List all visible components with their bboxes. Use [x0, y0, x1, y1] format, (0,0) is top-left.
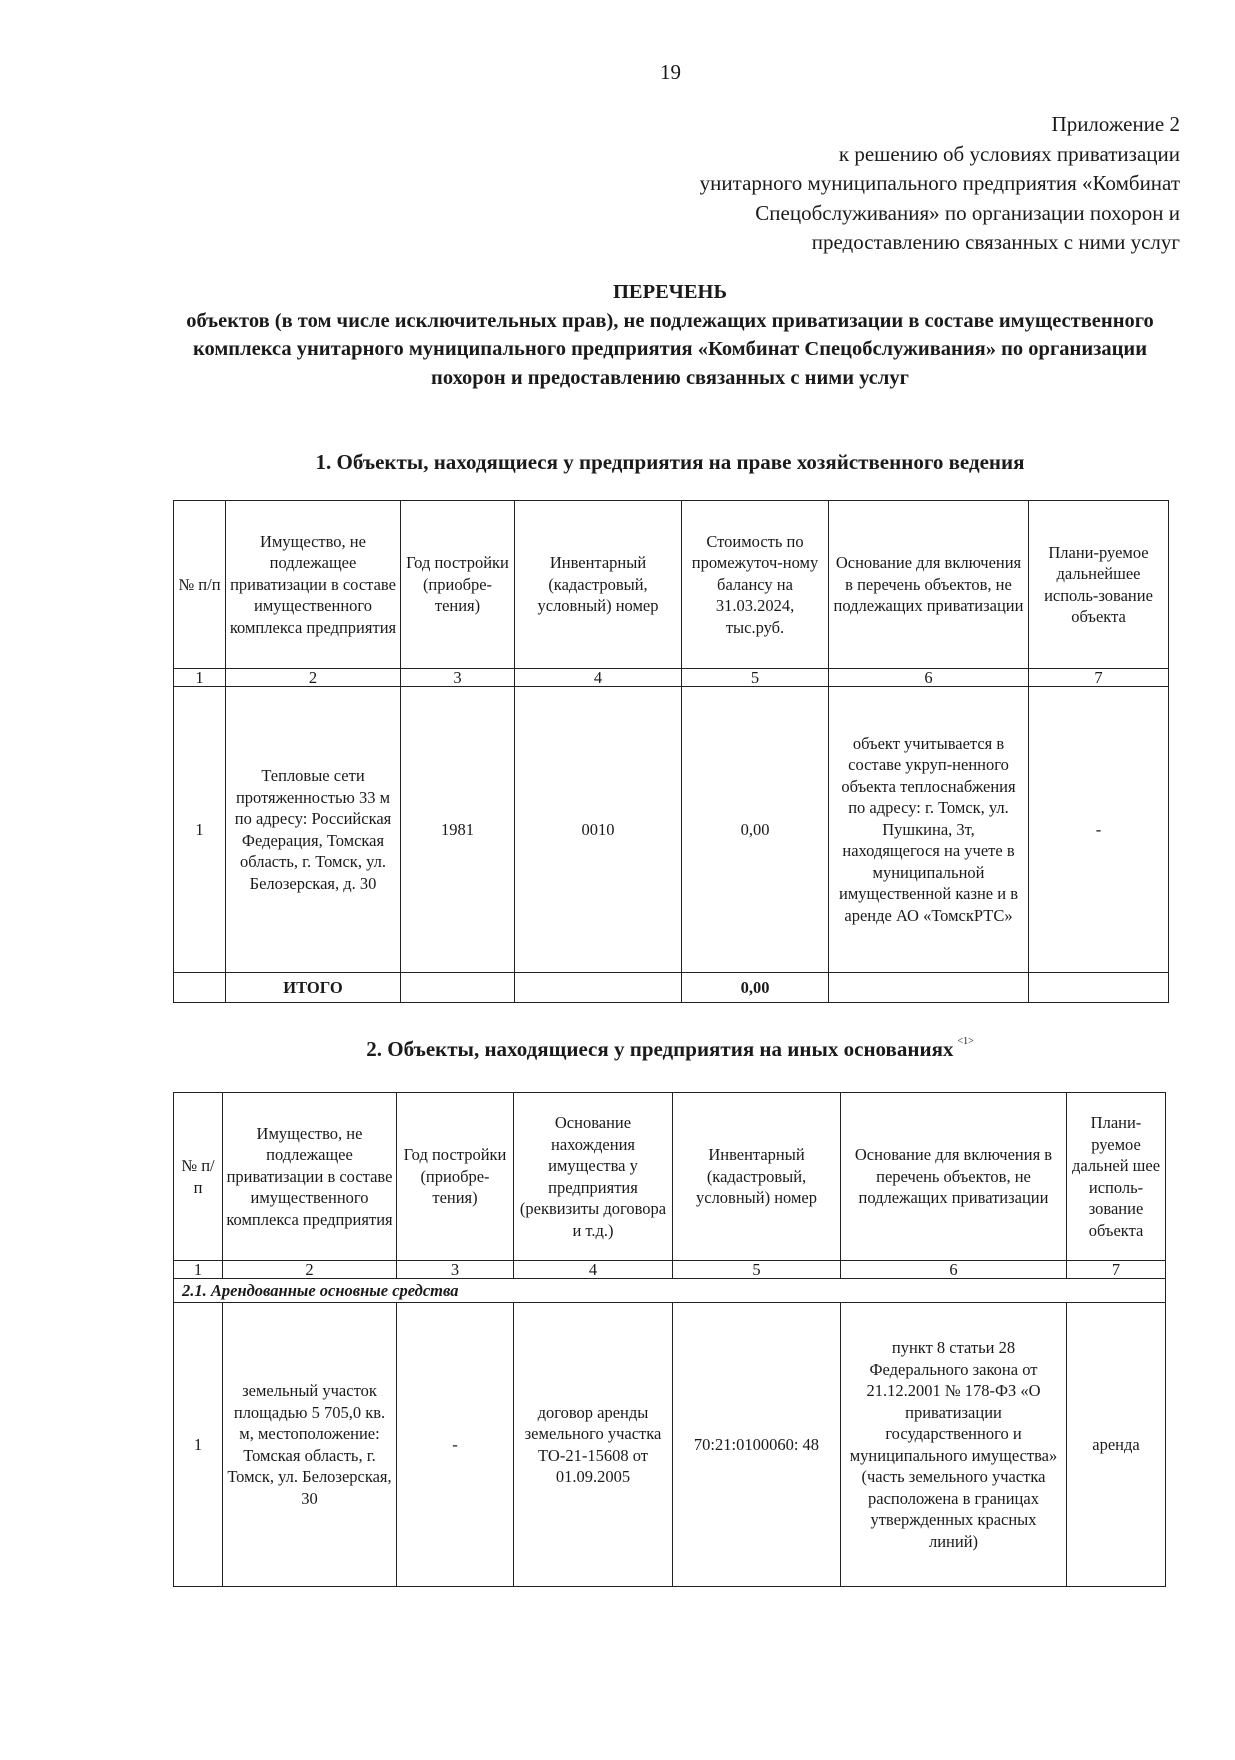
table-header-row — [174, 501, 1169, 669]
cell-empty — [401, 973, 515, 1003]
section1-heading — [160, 450, 1180, 475]
col-header: Плани-руемое дальнейшее исполь-зование объекта — [1029, 501, 1169, 669]
appendix-line: Приложение 2 — [1051, 112, 1180, 136]
col-number: 3 — [397, 1261, 514, 1279]
cell-empty — [829, 973, 1029, 1003]
appendix-line: к решению об условиях приватизации — [838, 141, 1180, 166]
column-number-row — [174, 669, 1169, 687]
col-header: Основание для включения в перечень объектов, не подлежащих приватизации — [841, 1093, 1067, 1261]
cell-empty — [515, 973, 682, 1003]
col-number: 1 — [174, 669, 226, 687]
col-number: 5 — [673, 1261, 841, 1279]
col-header: Имущество, не подлежащее приватизации в составе имущественного комплекса предприятия — [223, 1093, 397, 1261]
col-header: Инвентарный (кадастровый, условный) номер — [673, 1093, 841, 1261]
cell-inventory-number: 70:21:0100060: 48 — [673, 1303, 841, 1587]
col-header: № п/п — [174, 1093, 223, 1261]
cell-year: 1981 — [401, 687, 515, 973]
appendix-line: унитарного муниципального предприятия «Комбинат — [699, 171, 1180, 195]
cell-holding-basis: договор аренды земельного участка ТО-21-15608 от 01.09.2005 — [514, 1303, 673, 1587]
cell-property: земельный участок площадью 5 705,0 кв. м, местоположение: Томская область, г. Томск, ул. Белозерская, 30 — [223, 1303, 397, 1587]
col-number: 2 — [226, 669, 401, 687]
column-number-row — [174, 1261, 1166, 1279]
section2-heading-text: 2. Объекты, находящиеся у предприятия на иных основаниях — [366, 1037, 954, 1061]
cell-property: Тепловые сети протяженностью 33 м по адресу: Российская Федерация, Томская область, г. Томск, ул. Белозерская, д. 30 — [226, 687, 401, 973]
table-section1 — [173, 500, 1169, 1003]
cell-empty — [1029, 973, 1169, 1003]
appendix-line: Спецобслуживания» по организации похорон и — [755, 200, 1180, 225]
cell-cost: 0,00 — [682, 687, 829, 973]
title-main: ПЕРЕЧЕНЬ — [612, 281, 728, 303]
cell-num: 1 — [174, 1303, 223, 1587]
cell-basis: объект учитывается в составе укруп-ненного объекта теплоснабжения по адресу: г. Томск, ул. Пушкина, 3т, находящегося на учете в муниципальной имущественной казне и в аренде АО «ТомскРТС» — [829, 687, 1029, 973]
col-header: Основание для включения в перечень объектов, не подлежащих приватизации — [829, 501, 1029, 669]
table-section2 — [173, 1092, 1166, 1587]
subsection-title: 2.1. Арендованные основные средства — [174, 1279, 1166, 1303]
title-subtitle: объектов (в том числе исключительных прав), не подлежащих приватизации в составе имущественного комплекса унитарного муниципального предприятия «Комбинат Спецобслуживания» по организации похорон и предоставлению связанных с ними услуг — [186, 309, 1154, 389]
col-header: № п/п — [174, 501, 226, 669]
col-number: 6 — [829, 669, 1029, 687]
document-title — [160, 278, 1180, 392]
cell-inventory-number: 0010 — [515, 687, 682, 973]
footnote-mark: <1> — [957, 1036, 974, 1047]
col-number: 7 — [1029, 669, 1169, 687]
col-header: Год постройки (приобре-тения) — [397, 1093, 514, 1261]
cell-planned-use: аренда — [1067, 1303, 1166, 1587]
cell-planned-use: - — [1029, 687, 1169, 973]
col-number: 7 — [1067, 1261, 1166, 1279]
table-row — [174, 1303, 1166, 1587]
appendix-note — [480, 110, 1180, 258]
table-header-row — [174, 1093, 1166, 1261]
col-number: 4 — [515, 669, 682, 687]
subsection-row — [174, 1279, 1166, 1303]
cell-empty — [174, 973, 226, 1003]
col-number: 4 — [514, 1261, 673, 1279]
cell-year: - — [397, 1303, 514, 1587]
col-header: Имущество, не подлежащее приватизации в составе имущественного комплекса предприятия — [226, 501, 401, 669]
total-cost: 0,00 — [682, 973, 829, 1003]
total-label: ИТОГО — [226, 973, 401, 1003]
col-number: 6 — [841, 1261, 1067, 1279]
appendix-line: предоставлению связанных с ними услуг — [811, 230, 1180, 254]
col-header: Основание нахождения имущества у предприятия (реквизиты договора и т.д.) — [514, 1093, 673, 1261]
cell-basis: пункт 8 статьи 28 Федерального закона от 21.12.2001 № 178-ФЗ «О приватизации государственного и муниципального имущества» (часть земельного участка расположена в границах утвержденных красных линий) — [841, 1303, 1067, 1587]
col-number: 2 — [223, 1261, 397, 1279]
total-row — [174, 973, 1169, 1003]
col-header: Год постройки (приобре-тения) — [401, 501, 515, 669]
col-header: Инвентарный (кадастровый, условный) номер — [515, 501, 682, 669]
page-number: 19 — [660, 60, 681, 84]
col-number: 3 — [401, 669, 515, 687]
col-number: 5 — [682, 669, 829, 687]
col-number: 1 — [174, 1261, 223, 1279]
col-header: Стоимость по промежуточ-ному балансу на 31.03.2024, тыс.руб. — [682, 501, 829, 669]
table-row — [174, 687, 1169, 973]
section2-heading — [160, 1036, 1180, 1062]
section1-heading-text: 1. Объекты, находящиеся у предприятия на праве хозяйственного ведения — [315, 450, 1025, 474]
cell-num: 1 — [174, 687, 226, 973]
col-header: Плани-руемое дальней шее исполь-зование объекта — [1067, 1093, 1166, 1261]
